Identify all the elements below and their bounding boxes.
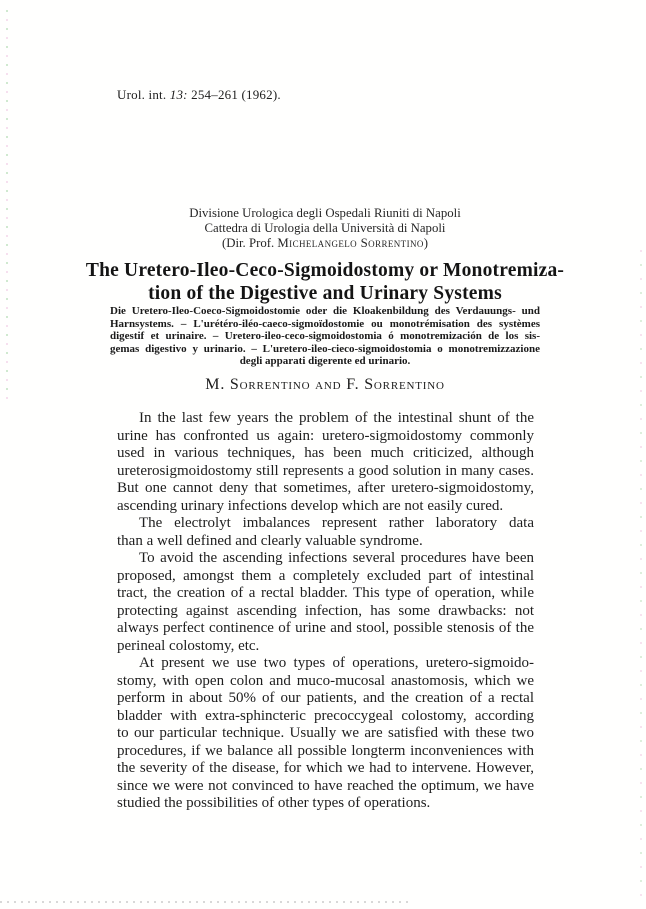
citation-volume: 13: bbox=[169, 87, 188, 102]
article-title-line-2: tion of the Digestive and Urinary Systems bbox=[148, 283, 502, 304]
paragraph bbox=[117, 410, 534, 515]
scan-edge-artifact-bottom bbox=[0, 901, 412, 903]
author-2: F. Sorrentino bbox=[346, 376, 445, 393]
body-line: To avoid the ascending infections several procedures have been bbox=[139, 550, 534, 566]
authors-line bbox=[117, 376, 533, 394]
body-line: studied the possibilities of other types of operations. bbox=[117, 795, 431, 811]
paragraph bbox=[117, 550, 534, 655]
body-line: than a well defined and clearly valuable syndrome. bbox=[117, 532, 423, 549]
affiliation-line-1: Divisione Urologica degli Ospedali Riuniti di Napoli bbox=[189, 206, 461, 220]
article-title bbox=[77, 259, 573, 305]
multilingual-title-line: gemas digestivo y urinario. – L'uretero-ileo-cieco-sigmoidostomia o monotremizzazione bbox=[110, 342, 540, 355]
scan-edge-artifact-left bbox=[6, 10, 8, 400]
director-suffix: ) bbox=[423, 236, 429, 251]
body-line: the severity of the disease, for which we had to intervene. However, bbox=[117, 760, 534, 776]
journal-citation bbox=[117, 87, 281, 103]
citation-journal: Urol. int. bbox=[117, 87, 170, 102]
body-line: tract, the creation of a rectal bladder. This type of operation, while bbox=[117, 585, 534, 601]
body-line: ureterosigmoidostomy still represents a good solution in many cases. bbox=[117, 462, 534, 479]
body-line: urine has confronted us again: uretero-sigmoidostomy commonly bbox=[117, 427, 534, 444]
paragraph bbox=[117, 515, 534, 550]
body-line: used in various techniques, has been much criticized, although bbox=[117, 445, 534, 461]
article-title-line-1: The Uretero-Ileo-Ceco-Sigmoidostomy or Monotremiza- bbox=[85, 260, 565, 281]
multilingual-title-line: degli apparati digerente ed urinario. bbox=[239, 355, 411, 368]
body-line: stomy, with open colon and muco-mucosal anastomosis, which we bbox=[117, 672, 534, 689]
article-body bbox=[117, 410, 534, 813]
body-line: procedures, if we balance all possible longterm inconveniences with bbox=[117, 742, 534, 759]
multilingual-title-line: digestif et urinaire. – Uretero-ileo-ceco-sigmoidostomia ó monotremización de los sis- bbox=[110, 330, 540, 343]
multilingual-title-block bbox=[110, 305, 540, 368]
body-line: to our particular technique. Usually we are satisfied with these two bbox=[117, 725, 534, 741]
affiliation-block bbox=[87, 206, 563, 252]
affiliation-director-line bbox=[87, 236, 563, 251]
citation-pages: 254–261 (1962). bbox=[187, 87, 281, 102]
scan-edge-artifact-right bbox=[640, 250, 642, 900]
affiliation-line-2: Cattedra di Urologia della Università di Napoli bbox=[204, 221, 446, 236]
body-line: bladder with extra-sphincteric precoccygeal colostomy, according bbox=[117, 707, 534, 724]
director-prefix: (Dir. Prof. bbox=[221, 236, 278, 251]
multilingual-title-line: Harnsystems. – L'urétéro-iléo-caeco-sigmoïdostomie ou monotrémisation des systèmes bbox=[110, 317, 540, 330]
body-line: since we were not convinced to have reached the optimum, we have bbox=[117, 777, 534, 794]
body-line: The electrolyt imbalances represent rather laboratory data bbox=[139, 515, 534, 531]
body-line: In the last few years the problem of the intestinal shunt of the bbox=[139, 410, 534, 426]
paragraph bbox=[117, 655, 534, 813]
body-line: proposed, amongst them a completely excluded part of intestinal bbox=[117, 567, 534, 584]
body-line: At present we use two types of operations, uretero-sigmoido- bbox=[139, 655, 534, 671]
body-line: perform in about 50% of our patients, and the creation of a rectal bbox=[117, 690, 534, 706]
body-line: protecting against ascending infection, has some drawbacks: not bbox=[117, 602, 534, 619]
director-name: Michelangelo Sorrentino bbox=[277, 236, 424, 251]
body-line: perineal colostomy, etc. bbox=[117, 637, 260, 654]
body-line: But one cannot deny that sometimes, after uretero-sigmoidostomy, bbox=[117, 480, 534, 496]
multilingual-title-line: Die Uretero-Ileo-Coeco-Sigmoidostomie oder die Kloakenbildung des Verdauungs- und bbox=[110, 305, 540, 317]
author-1: M. Sorrentino bbox=[205, 376, 311, 393]
body-line: ascending urinary infections develop which are not easily cured. bbox=[117, 497, 504, 514]
body-line: always perfect continence of urine and stool, possible stenosis of the bbox=[117, 620, 534, 636]
authors-connector: and bbox=[310, 376, 347, 393]
